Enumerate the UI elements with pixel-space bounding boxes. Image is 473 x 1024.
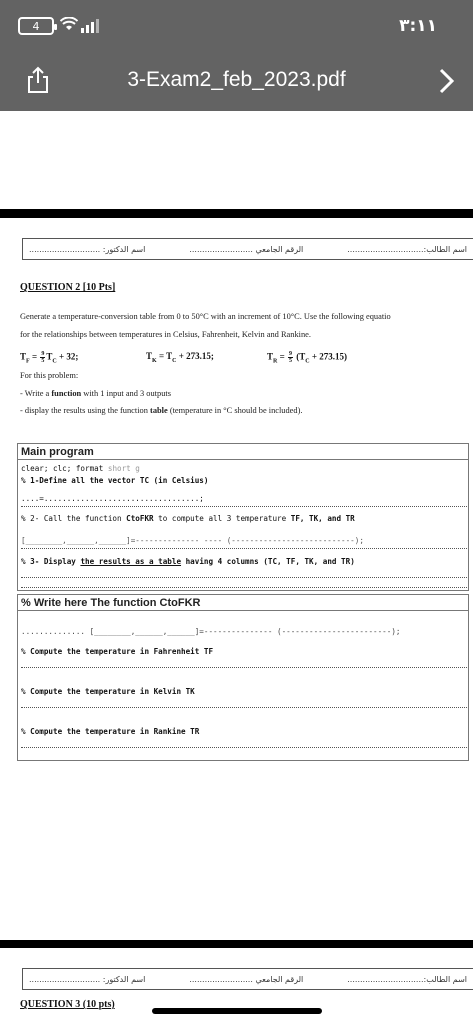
box-header: % Write here The function CtoFKR (18, 595, 468, 611)
question-bullet (20, 389, 171, 398)
formula-subscript: R (273, 358, 278, 365)
formula-rankine: $T_R$ = $\frac{9}{5}$ $(T_C + 273.15)$ (267, 351, 347, 365)
fraction (288, 351, 293, 364)
code-comment (21, 514, 355, 523)
bullet-text: - display the results using the function (20, 406, 151, 415)
student-name-field: ..............................:اسم الطالب (347, 244, 467, 254)
student-info-row (22, 238, 473, 260)
professor-name-field: ............................ :اسم الدكتور (29, 974, 146, 984)
question-text-line: for the relationships between temperatures in Celsius, Fahrenheit, Kelvin and Rankine. (20, 330, 311, 339)
code-text: to compute all 3 temperature (153, 514, 291, 523)
code-text: clear; clc; format (21, 464, 108, 473)
page-separator (0, 940, 473, 948)
formula-subscript: C (172, 357, 177, 364)
home-indicator[interactable] (152, 1008, 322, 1014)
code-text: % 3- Display (21, 557, 81, 566)
formula-symbol: T (46, 351, 53, 362)
nav-row (0, 60, 473, 106)
dotted-line (21, 667, 467, 668)
fraction-denominator: 5 (41, 358, 45, 364)
battery-level: 4 (32, 19, 40, 33)
dotted-line (21, 707, 467, 708)
formula-symbol: = T (158, 351, 173, 361)
chevron-right-icon[interactable] (437, 66, 457, 96)
code-text: % 2- Call the function (21, 514, 127, 523)
question-title: QUESTION 2 [10 Pts] (20, 282, 116, 293)
code-blank-line: ....=..................................; (21, 494, 204, 503)
formula-row (20, 348, 473, 366)
formula-subscript: C (305, 358, 310, 365)
code-blank-line: .............. [________,______,______]=--------------- (------------------------); (21, 627, 401, 636)
code-blank-line: [________,______,______]=-------------- ---- (---------------------------); (21, 536, 364, 545)
code-comment: % 1-Define all the vector TC (in Celsius) (21, 476, 209, 485)
bullet-text: (temperature in °C should be included). (167, 406, 303, 415)
function-box (17, 594, 469, 761)
dotted-line (21, 506, 467, 507)
fraction-numerator: 9 (289, 351, 292, 357)
document-title: 3-Exam2_feb_2023.pdf (127, 68, 346, 91)
main-program-box (17, 443, 469, 591)
code-comment: % Compute the temperature in Kelvin TK (21, 687, 195, 696)
question-text-line: For this problem: (20, 371, 79, 380)
code-bold: CtoFKR (126, 514, 154, 523)
bullet-text: with 1 input and 3 outputs (81, 389, 171, 398)
formula-subscript: F (26, 358, 30, 365)
formula-fahrenheit: $T_F$ = $\frac{9}{5}$ $T_C + 32$; (20, 351, 79, 365)
question-bullet (20, 406, 302, 415)
student-info-row (22, 968, 473, 990)
question-text-line: Generate a temperature-conversion table from 0 to 50°C with an increment of 10°C. Use the following equatio (20, 312, 391, 321)
page-separator (0, 209, 473, 218)
code-underlined: the results as a table (80, 557, 182, 566)
code-line (21, 464, 140, 473)
formula-tail: + 273.15; (178, 351, 214, 361)
formula-tail: + 273.15) (311, 351, 347, 362)
code-bold: TF, TK, and TR (290, 514, 355, 523)
bullet-bold: function (51, 389, 82, 398)
fraction (40, 351, 45, 364)
formula-symbol: T (20, 351, 27, 362)
bullet-text: - Write a (20, 389, 52, 398)
clock: ٣:١١ (399, 16, 437, 36)
code-text: having 4 columns (TC, TF, TK, and TR) (181, 557, 355, 566)
bullet-bold: table (150, 406, 168, 415)
code-comment: % Compute the temperature in Fahrenheit TF (21, 647, 214, 656)
code-comment (21, 557, 355, 566)
formula-tail: + 32; (58, 351, 79, 362)
formula-subscript: K (152, 357, 157, 364)
box-header: Main program (18, 444, 468, 460)
university-id-field: ......................... الرقم الجامعي (189, 244, 304, 254)
dotted-line (21, 577, 467, 578)
code-text-grey: short g (107, 464, 140, 473)
formula-kelvin: $T_K = T_C + 273.15$; (146, 351, 214, 364)
dotted-line (21, 548, 467, 549)
fraction-numerator: 9 (41, 351, 45, 357)
fraction-denominator: 5 (289, 358, 292, 364)
signal-icon (81, 19, 99, 33)
status-bar (0, 14, 473, 40)
university-id-field: ......................... الرقم الجامعي (189, 974, 304, 984)
app-header (0, 0, 473, 111)
wifi-icon (60, 16, 78, 35)
formula-symbol: (T (296, 351, 306, 362)
dotted-line (21, 587, 467, 588)
code-comment: % Compute the temperature in Rankine TR (21, 727, 200, 736)
dotted-line (21, 747, 467, 748)
battery-icon (18, 17, 54, 35)
formula-subscript: C (52, 358, 57, 365)
student-name-field: ..............................:اسم الطالب (347, 974, 467, 984)
question-title: QUESTION 3 (10 pts) (20, 999, 115, 1010)
professor-name-field: ............................ :اسم الدكتور (29, 244, 146, 254)
